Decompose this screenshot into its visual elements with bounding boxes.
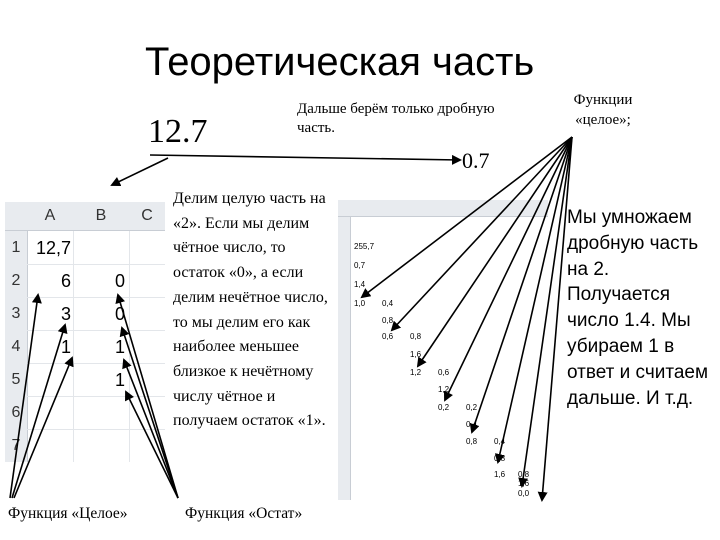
column-header-a: A bbox=[27, 202, 73, 231]
slide-title: Теоретическая часть bbox=[145, 40, 535, 84]
row-header: 2 bbox=[5, 264, 28, 297]
cell-b5: 1 bbox=[114, 370, 125, 390]
arrow-func-2 bbox=[392, 137, 572, 330]
arrow-remainder-2 bbox=[122, 328, 178, 498]
cell: 0,8 bbox=[494, 454, 506, 463]
number-main: 12.7 bbox=[148, 113, 208, 150]
cell: 0,8 bbox=[518, 470, 530, 479]
note-fraction: Дальше берём только дробную часть. bbox=[297, 101, 495, 136]
cell: 1,6 bbox=[518, 479, 530, 488]
column-header-b: B bbox=[73, 202, 129, 231]
cell: 0,6 bbox=[438, 368, 450, 377]
cell: 0,8 bbox=[410, 332, 422, 341]
arrow-remainder-3 bbox=[124, 360, 178, 498]
cell: 0,7 bbox=[354, 261, 366, 270]
arrow-to-fraction bbox=[150, 155, 460, 160]
cell: 0,0 bbox=[518, 489, 530, 498]
cell-a2: 6 bbox=[60, 271, 71, 291]
multiply-explanation: Мы умножаем дробную часть на 2. Получается число 1.4. Мы убираем 1 в ответ и считаем дальше. И т.д. bbox=[567, 207, 709, 409]
cell-a1: 12,7 bbox=[35, 238, 71, 258]
cell: 0,2 bbox=[438, 403, 450, 412]
cell: 0,8 bbox=[382, 316, 394, 325]
row-header: 6 bbox=[5, 396, 28, 429]
cell: 0,6 bbox=[382, 332, 394, 341]
row-header: 5 bbox=[5, 363, 28, 396]
label-integer-function: Функция «Целое» bbox=[8, 505, 128, 522]
row-header: 7 bbox=[5, 429, 28, 462]
cell: 0,4 bbox=[382, 299, 394, 308]
arrow-func-5 bbox=[472, 137, 572, 432]
row-header: 4 bbox=[5, 330, 28, 363]
cell-a3: 3 bbox=[60, 304, 71, 324]
row-header: 1 bbox=[5, 231, 28, 264]
cell-b2: 0 bbox=[114, 271, 125, 291]
cell: 0,2 bbox=[466, 403, 478, 412]
arrow-to-table bbox=[112, 158, 168, 185]
cell-b4: 1 bbox=[114, 337, 125, 357]
cell: 255,7 bbox=[354, 242, 375, 251]
division-explanation: Делим целую часть на «2». Если мы делим чётное число, то остаток «0», а если делим нечётное число, то мы делим его как наиболее меньшее близкое к нечётному числу чётное и получаем остаток «1». bbox=[173, 190, 328, 430]
cell: 0,8 bbox=[466, 437, 478, 446]
cell: 1,2 bbox=[438, 385, 450, 394]
arrow-remainder-1 bbox=[118, 295, 178, 498]
arrow-integer-2 bbox=[12, 325, 65, 498]
cell: 1,6 bbox=[494, 470, 506, 479]
arrow-integer-3 bbox=[14, 358, 72, 498]
cell: 0,4 bbox=[466, 420, 478, 429]
cell: 1,4 bbox=[354, 280, 366, 289]
row-header: 3 bbox=[5, 297, 28, 330]
note-functions: Функции «целое»; bbox=[573, 92, 633, 128]
cell: 0,4 bbox=[494, 437, 506, 446]
cell: 1,2 bbox=[410, 368, 422, 377]
arrow-integer-1 bbox=[10, 295, 38, 498]
cell: 1,0 bbox=[354, 299, 366, 308]
cell: 1,6 bbox=[410, 350, 422, 359]
number-fraction: 0.7 bbox=[462, 148, 490, 173]
arrow-func-3 bbox=[418, 137, 572, 366]
cell-b3: 0 bbox=[114, 304, 125, 324]
column-header-c: C bbox=[129, 202, 165, 231]
cell-a4: 1 bbox=[60, 337, 71, 357]
label-remainder-function: Функция «Остат» bbox=[185, 505, 303, 522]
